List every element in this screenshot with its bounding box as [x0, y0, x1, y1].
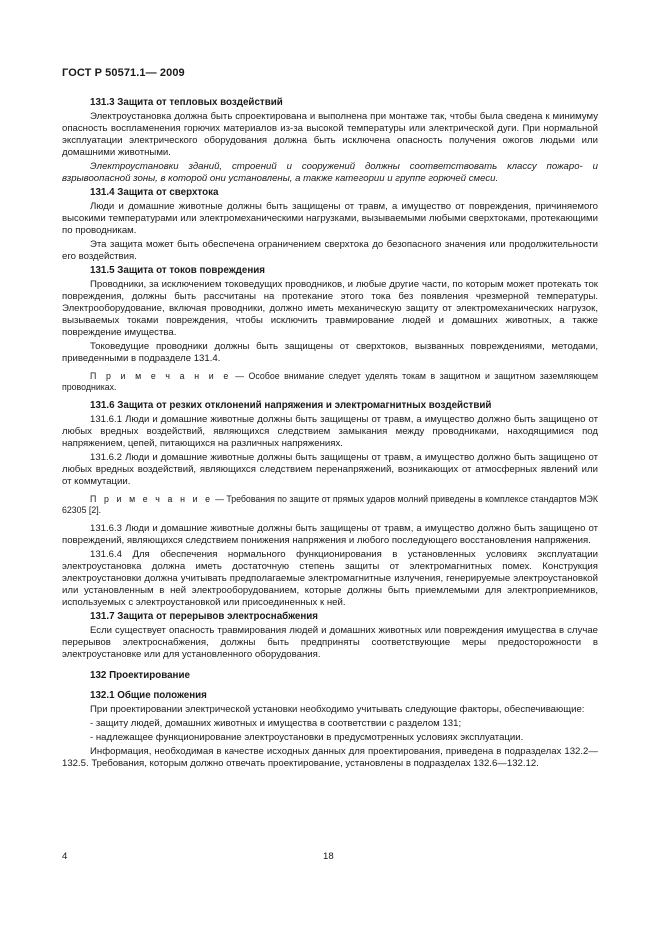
paragraph: Если существует опасность травмирования людей и домашних животных или повреждения имущества в случае перерывов электроснабжения, должны быть предприняты соответствующие меры предосторожности в электроустановке или для установленного оборудования. — [62, 625, 598, 660]
page-number-center: 18 — [323, 851, 334, 862]
section-heading-131-7: 131.7 Защита от перерывов электроснабжения — [90, 611, 319, 622]
page-number-left: 4 — [62, 851, 68, 862]
paragraph-italic: Электроустановки зданий, строений и сооружений должны соответствовать классу пожаро- и взрывоопасной зоны, в которой они установлены, а также категории и группе горючей смеси. — [62, 161, 598, 184]
note-text: — Требования по защите от прямых ударов молний приведены в комплексе стандартов МЭК 62305 [2]. — [62, 494, 598, 515]
paragraph: При проектировании электрической установки необходимо учитывать следующие факторы, обеспечивающие: — [90, 704, 585, 715]
paragraph: 131.6.1 Люди и домашние животные должны быть защищены от травм, а имущество должно быть защищено от любых вредных воздействий, являющихся следствием замыкания между проводниками, находящимися под напряжением, цепей, питающихся на различных напряжениях. — [62, 414, 598, 449]
paragraph: Проводники, за исключением токоведущих проводников, и любые другие части, по которым может протекать ток повреждения, должны быть рассчитаны на протекание этого тока без появления чрезмерной температуры. Электрооборудование, включая проводники, должно иметь механическую защиту от электромеханических нагрузок, вызываемых токами повреждения, чтобы исключить травмирование людей и домашних животных, а также повреждение имущества. — [62, 279, 598, 338]
list-item: - надлежащее функционирование электроустановки в предусмотренных условиях эксплуатации. — [90, 732, 524, 743]
paragraph: Информация, необходимая в качестве исходных данных для проектирования, приведена в подразделах 132.2—132.5. Требования, которым должно отвечать проектирование, установлены в подразделах 132.6—132.12. — [62, 746, 598, 769]
note — [62, 494, 598, 516]
section-heading-131-4: 131.4 Защита от сверхтока — [90, 187, 219, 198]
paragraph: 131.6.4 Для обеспечения нормального функционирования в установленных условиях эксплуатации электроустановка должна иметь достаточную степень защиты от электромагнитных помех. Конструкция электроустановки должна учитывать предполагаемые электромагнитные излучения, генерируемые электроустановкой или установленным в ней электрооборудованием, которые должны быть приемлемыми для электроприемников, используемых с электроустановкой или присоединенных к ней. — [62, 549, 598, 608]
note-label: П р и м е ч а н и е — [90, 371, 231, 381]
note — [62, 371, 598, 393]
note-label: П р и м е ч а н и е — [90, 494, 213, 504]
document-header: ГОСТ Р 50571.1— 2009 — [62, 67, 185, 79]
document-body — [62, 97, 598, 772]
section-heading-131-3: 131.3 Защита от тепловых воздействий — [90, 97, 283, 108]
paragraph: 131.6.3 Люди и домашние животные должны быть защищены от травм, а имущество должно быть защищено от повреждений, являющихся следствием понижения напряжения и любого последующего восстановления напряжения. — [62, 523, 598, 546]
section-heading-132-1: 132.1 Общие положения — [90, 690, 207, 701]
paragraph: Эта защита может быть обеспечена ограничением сверхтока до безопасного значения или продолжительности его воздействия. — [62, 239, 598, 262]
paragraph: Люди и домашние животные должны быть защищены от травм, а имущество от повреждения, причиняемого высокими температурами или электромеханическими нагрузками, вызываемыми любыми сверхтоками, протекающими по проводникам. — [62, 201, 598, 236]
section-heading-131-5: 131.5 Защита от токов повреждения — [90, 265, 265, 276]
paragraph: Токоведущие проводники должны быть защищены от сверхтоков, вызванных повреждениями, методами, приведенными в подразделе 131.4. — [62, 341, 598, 364]
section-heading-132: 132 Проектирование — [90, 670, 190, 681]
paragraph: 131.6.2 Люди и домашние животные должны быть защищены от травм, а имущество должно быть защищено от любых вредных воздействий, являющихся следствием перенапряжений, возникающих от атмосферных явлений или от коммутации. — [62, 452, 598, 487]
section-heading-131-6: 131.6 Защита от резких отклонений напряжения и электромагнитных воздействий — [90, 400, 492, 411]
list-item: - защиту людей, домашних животных и имущества в соответствии с разделом 131; — [90, 718, 462, 729]
paragraph: Электроустановка должна быть спроектирована и выполнена при монтаже так, чтобы была сведена к минимуму опасность воспламенения горючих материалов из-за высокой температуры или электрической дуги. При нормальной эксплуатации электрического оборудования должна быть исключена опасность получения ожогов людьми или домашними животными. — [62, 111, 598, 158]
note-text: — Особое внимание следует уделять токам в защитном и защитном заземляющем проводниках. — [62, 371, 598, 392]
